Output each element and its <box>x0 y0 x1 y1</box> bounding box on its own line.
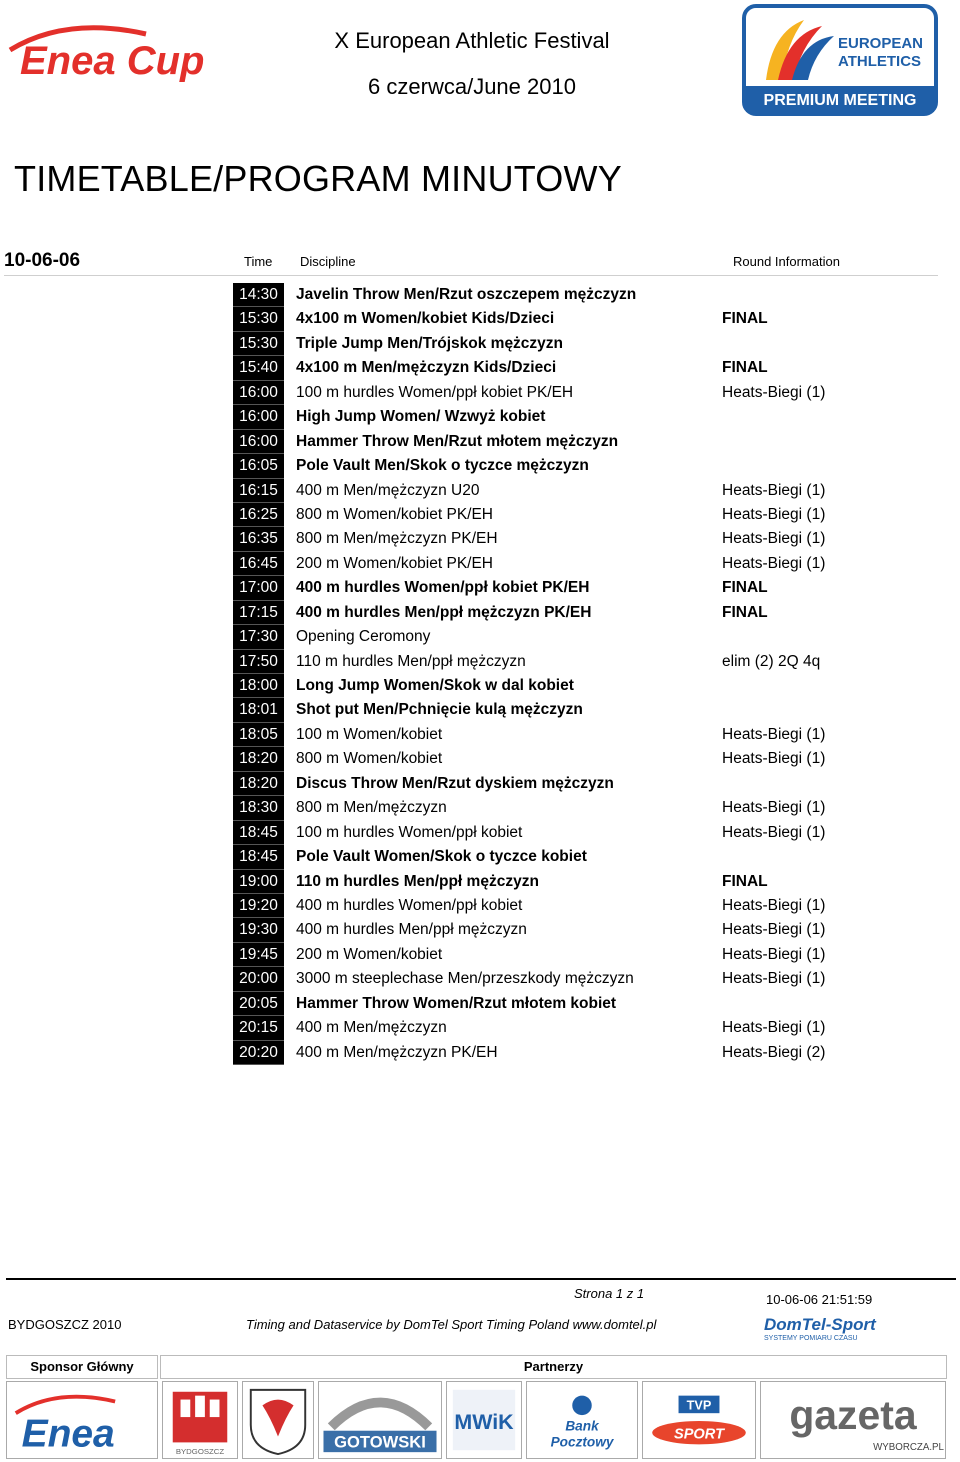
row-round: Heats-Biegi (1) <box>722 945 826 963</box>
table-row <box>233 894 893 918</box>
table-row <box>233 796 893 820</box>
domtel-logo-text: DomTel-Sport <box>764 1315 876 1334</box>
enea-sponsor-text: Enea <box>21 1412 115 1456</box>
enea-cup-logo-text: Enea Cup <box>20 39 205 82</box>
table-row <box>233 283 893 307</box>
row-time: 17:50 <box>233 650 284 674</box>
table-row <box>233 772 893 796</box>
table-row <box>233 527 893 551</box>
row-time: 18:20 <box>233 747 284 771</box>
bydgoszcz-crest-logo <box>162 1381 238 1459</box>
row-round: FINAL <box>722 579 768 597</box>
row-round: Heats-Biegi (1) <box>722 823 826 841</box>
row-time: 16:00 <box>233 430 284 454</box>
row-time: 19:20 <box>233 894 284 918</box>
gazeta-wyborcza-logo <box>760 1381 946 1459</box>
festival-title: X European Athletic Festival <box>334 28 610 53</box>
row-time: 16:35 <box>233 527 284 551</box>
row-discipline: Opening Ceromony <box>296 628 431 646</box>
bank-text-2: Pocztowy <box>550 1434 614 1450</box>
row-discipline: Long Jump Women/Skok w dal kobiet <box>296 677 574 694</box>
table-row <box>233 845 893 869</box>
mwik-text: MWiK <box>454 1409 514 1434</box>
mwik-logo <box>446 1381 522 1459</box>
row-discipline: 400 m Men/mężczyzn PK/EH <box>296 1043 498 1061</box>
row-time: 15:40 <box>233 356 284 380</box>
row-round: Heats-Biegi (1) <box>722 921 826 939</box>
region-crest-logo <box>242 1381 314 1459</box>
table-row <box>233 430 893 454</box>
row-discipline: 200 m Women/kobiet PK/EH <box>296 554 493 572</box>
table-row <box>233 821 893 845</box>
row-discipline: Hammer Throw Women/Rzut młotem kobiet <box>296 994 617 1012</box>
row-round: Heats-Biegi (1) <box>722 383 826 401</box>
footer-timing-credit: Timing and Dataservice by DomTel Sport Timing Poland www.domtel.pl <box>246 1317 657 1332</box>
row-time: 16:45 <box>233 552 284 576</box>
row-round: Heats-Biegi (1) <box>722 1019 826 1037</box>
row-time: 19:00 <box>233 870 284 894</box>
ea-logo-banner: PREMIUM MEETING <box>763 92 917 109</box>
table-row <box>233 723 893 747</box>
ea-logo-line2: ATHLETICS <box>838 53 922 70</box>
row-time: 14:30 <box>233 283 284 307</box>
row-round: FINAL <box>722 603 768 621</box>
table-row <box>233 479 893 503</box>
row-discipline: 4x100 m Women/kobiet Kids/Dzieci <box>296 310 555 328</box>
row-time: 20:20 <box>233 1041 284 1065</box>
row-time: 17:30 <box>233 625 284 649</box>
gazeta-sub: WYBORCZA.PL <box>873 1442 944 1454</box>
round-column-header: Round Information <box>733 254 840 269</box>
row-discipline: 110 m hurdles Men/ppł mężczyzn <box>296 872 539 890</box>
footer-timestamp: 10-06-06 21:51:59 <box>766 1292 873 1307</box>
row-time: 16:00 <box>233 405 284 429</box>
row-discipline: 800 m Men/mężczyzn <box>296 799 447 817</box>
bydgoszcz-caption: BYDGOSZCZ <box>175 1447 225 1457</box>
row-round: FINAL <box>722 872 768 890</box>
row-round: Heats-Biegi (1) <box>722 505 826 523</box>
row-discipline: 400 m hurdles Women/ppł kobiet PK/EH <box>296 579 590 597</box>
row-time: 19:30 <box>233 918 284 942</box>
table-row <box>233 503 893 527</box>
page-number: Strona 1 z 1 <box>574 1286 645 1301</box>
row-round: FINAL <box>722 310 768 328</box>
row-discipline: 400 m Men/mężczyzn <box>296 1019 447 1037</box>
row-discipline: Discus Throw Men/Rzut dyskiem mężczyzn <box>296 774 614 792</box>
row-time: 20:15 <box>233 1016 284 1040</box>
table-row <box>233 552 893 576</box>
row-time: 18:05 <box>233 723 284 747</box>
discipline-column-header: Discipline <box>300 254 356 269</box>
tvp-text-1: TVP <box>686 1398 712 1413</box>
festival-date: 6 czerwca/June 2010 <box>368 74 576 99</box>
table-row <box>233 381 893 405</box>
row-time: 20:05 <box>233 992 284 1016</box>
footer-divider <box>6 1278 956 1280</box>
row-discipline: 110 m hurdles Men/ppł mężczyzn <box>296 652 526 670</box>
row-time: 16:00 <box>233 381 284 405</box>
row-time: 16:15 <box>233 479 284 503</box>
row-time: 18:01 <box>233 698 284 722</box>
table-row <box>233 943 893 967</box>
table-row <box>233 307 893 331</box>
row-round: Heats-Biegi (1) <box>722 530 826 548</box>
bank-pocztowy-logo <box>526 1381 638 1459</box>
row-discipline: 100 m hurdles Women/ppł kobiet <box>296 823 523 841</box>
footer-city: BYDGOSZCZ 2010 <box>8 1317 122 1332</box>
tvp-sport-logo <box>642 1381 756 1459</box>
row-time: 20:00 <box>233 967 284 991</box>
table-row <box>233 625 893 649</box>
enea-sponsor-logo <box>6 1381 158 1459</box>
row-round: Heats-Biegi (1) <box>722 799 826 817</box>
european-athletics-logo <box>742 4 938 116</box>
row-discipline: Javelin Throw Men/Rzut oszczepem mężczyzn <box>296 286 637 303</box>
row-discipline: Shot put Men/Pchnięcie kulą mężczyzn <box>296 701 583 719</box>
row-discipline: 800 m Men/mężczyzn PK/EH <box>296 530 498 548</box>
table-row <box>233 698 893 722</box>
row-discipline: 3000 m steeplechase Men/przeszkody mężczyzn <box>296 970 634 988</box>
row-discipline: 100 m hurdles Women/ppł kobiet PK/EH <box>296 383 574 401</box>
event-date: 10-06-06 <box>4 250 81 271</box>
gazeta-text: gazeta <box>789 1391 917 1438</box>
row-discipline: 400 m hurdles Women/ppł kobiet <box>296 896 523 914</box>
row-round: Heats-Biegi (2) <box>722 1043 826 1061</box>
row-round: Heats-Biegi (1) <box>722 750 826 768</box>
table-row <box>233 918 893 942</box>
row-time: 17:00 <box>233 576 284 600</box>
row-discipline: 4x100 m Men/mężczyzn Kids/Dzieci <box>296 359 557 377</box>
table-row <box>233 674 893 698</box>
row-discipline: Hammer Throw Men/Rzut młotem mężczyzn <box>296 432 619 450</box>
partners-label: Partnerzy <box>160 1355 947 1379</box>
gotowski-text: GOTOWSKI <box>334 1432 426 1452</box>
row-time: 15:30 <box>233 307 284 331</box>
row-discipline: High Jump Women/ Wzwyż kobiet <box>296 408 546 426</box>
table-row <box>233 870 893 894</box>
row-round: Heats-Biegi (1) <box>722 896 826 914</box>
table-row <box>233 576 893 600</box>
gotowski-logo <box>318 1381 442 1459</box>
time-column-header: Time <box>244 254 273 269</box>
row-time: 18:20 <box>233 772 284 796</box>
row-time: 18:00 <box>233 674 284 698</box>
row-time: 18:45 <box>233 821 284 845</box>
table-row <box>233 992 893 1016</box>
row-discipline: Triple Jump Men/Trójskok mężczyzn <box>296 334 564 352</box>
row-time: 16:05 <box>233 454 284 478</box>
row-discipline: Pole Vault Men/Skok o tyczce mężczyzn <box>296 457 589 475</box>
row-time: 16:25 <box>233 503 284 527</box>
row-round: Heats-Biegi (1) <box>722 554 826 572</box>
domtel-sport-logo <box>756 1312 892 1342</box>
row-round: elim (2) 2Q 4q <box>722 652 821 670</box>
table-row <box>233 747 893 771</box>
row-discipline: 100 m Women/kobiet <box>296 725 443 743</box>
table-row <box>233 1016 893 1040</box>
table-row <box>233 1041 893 1065</box>
row-time: 19:45 <box>233 943 284 967</box>
tvp-text-2: SPORT <box>673 1426 725 1443</box>
row-round: Heats-Biegi (1) <box>722 481 826 499</box>
row-time: 18:45 <box>233 845 284 869</box>
table-header <box>4 250 938 276</box>
ea-logo-line1: EUROPEAN <box>838 35 924 52</box>
table-row <box>233 967 893 991</box>
row-discipline: 400 m hurdles Men/ppł mężczyzn <box>296 921 527 939</box>
timetable <box>233 283 893 1065</box>
page-title: TIMETABLE/PROGRAM MINUTOWY <box>14 158 622 199</box>
row-discipline: Pole Vault Women/Skok o tyczce kobiet <box>296 848 587 866</box>
row-round: Heats-Biegi (1) <box>722 725 826 743</box>
bank-text-1: Bank <box>565 1418 599 1434</box>
row-time: 18:30 <box>233 796 284 820</box>
table-row <box>233 332 893 356</box>
main-sponsor-label: Sponsor Główny <box>6 1355 158 1379</box>
row-discipline: 400 m hurdles Men/ppł mężczyzn PK/EH <box>296 603 592 621</box>
row-discipline: 800 m Women/kobiet <box>296 750 443 768</box>
table-row <box>233 650 893 674</box>
row-discipline: 200 m Women/kobiet <box>296 945 443 963</box>
row-round: FINAL <box>722 359 768 377</box>
table-row <box>233 601 893 625</box>
table-row <box>233 454 893 478</box>
row-round: Heats-Biegi (1) <box>722 970 826 988</box>
row-time: 17:15 <box>233 601 284 625</box>
row-time: 15:30 <box>233 332 284 356</box>
table-row <box>233 405 893 429</box>
row-discipline: 400 m Men/mężczyzn U20 <box>296 481 480 499</box>
row-discipline: 800 m Women/kobiet PK/EH <box>296 505 493 523</box>
table-row <box>233 356 893 380</box>
enea-cup-logo <box>6 20 221 82</box>
domtel-logo-sub: SYSTEMY POMIARU CZASU <box>764 1335 858 1342</box>
